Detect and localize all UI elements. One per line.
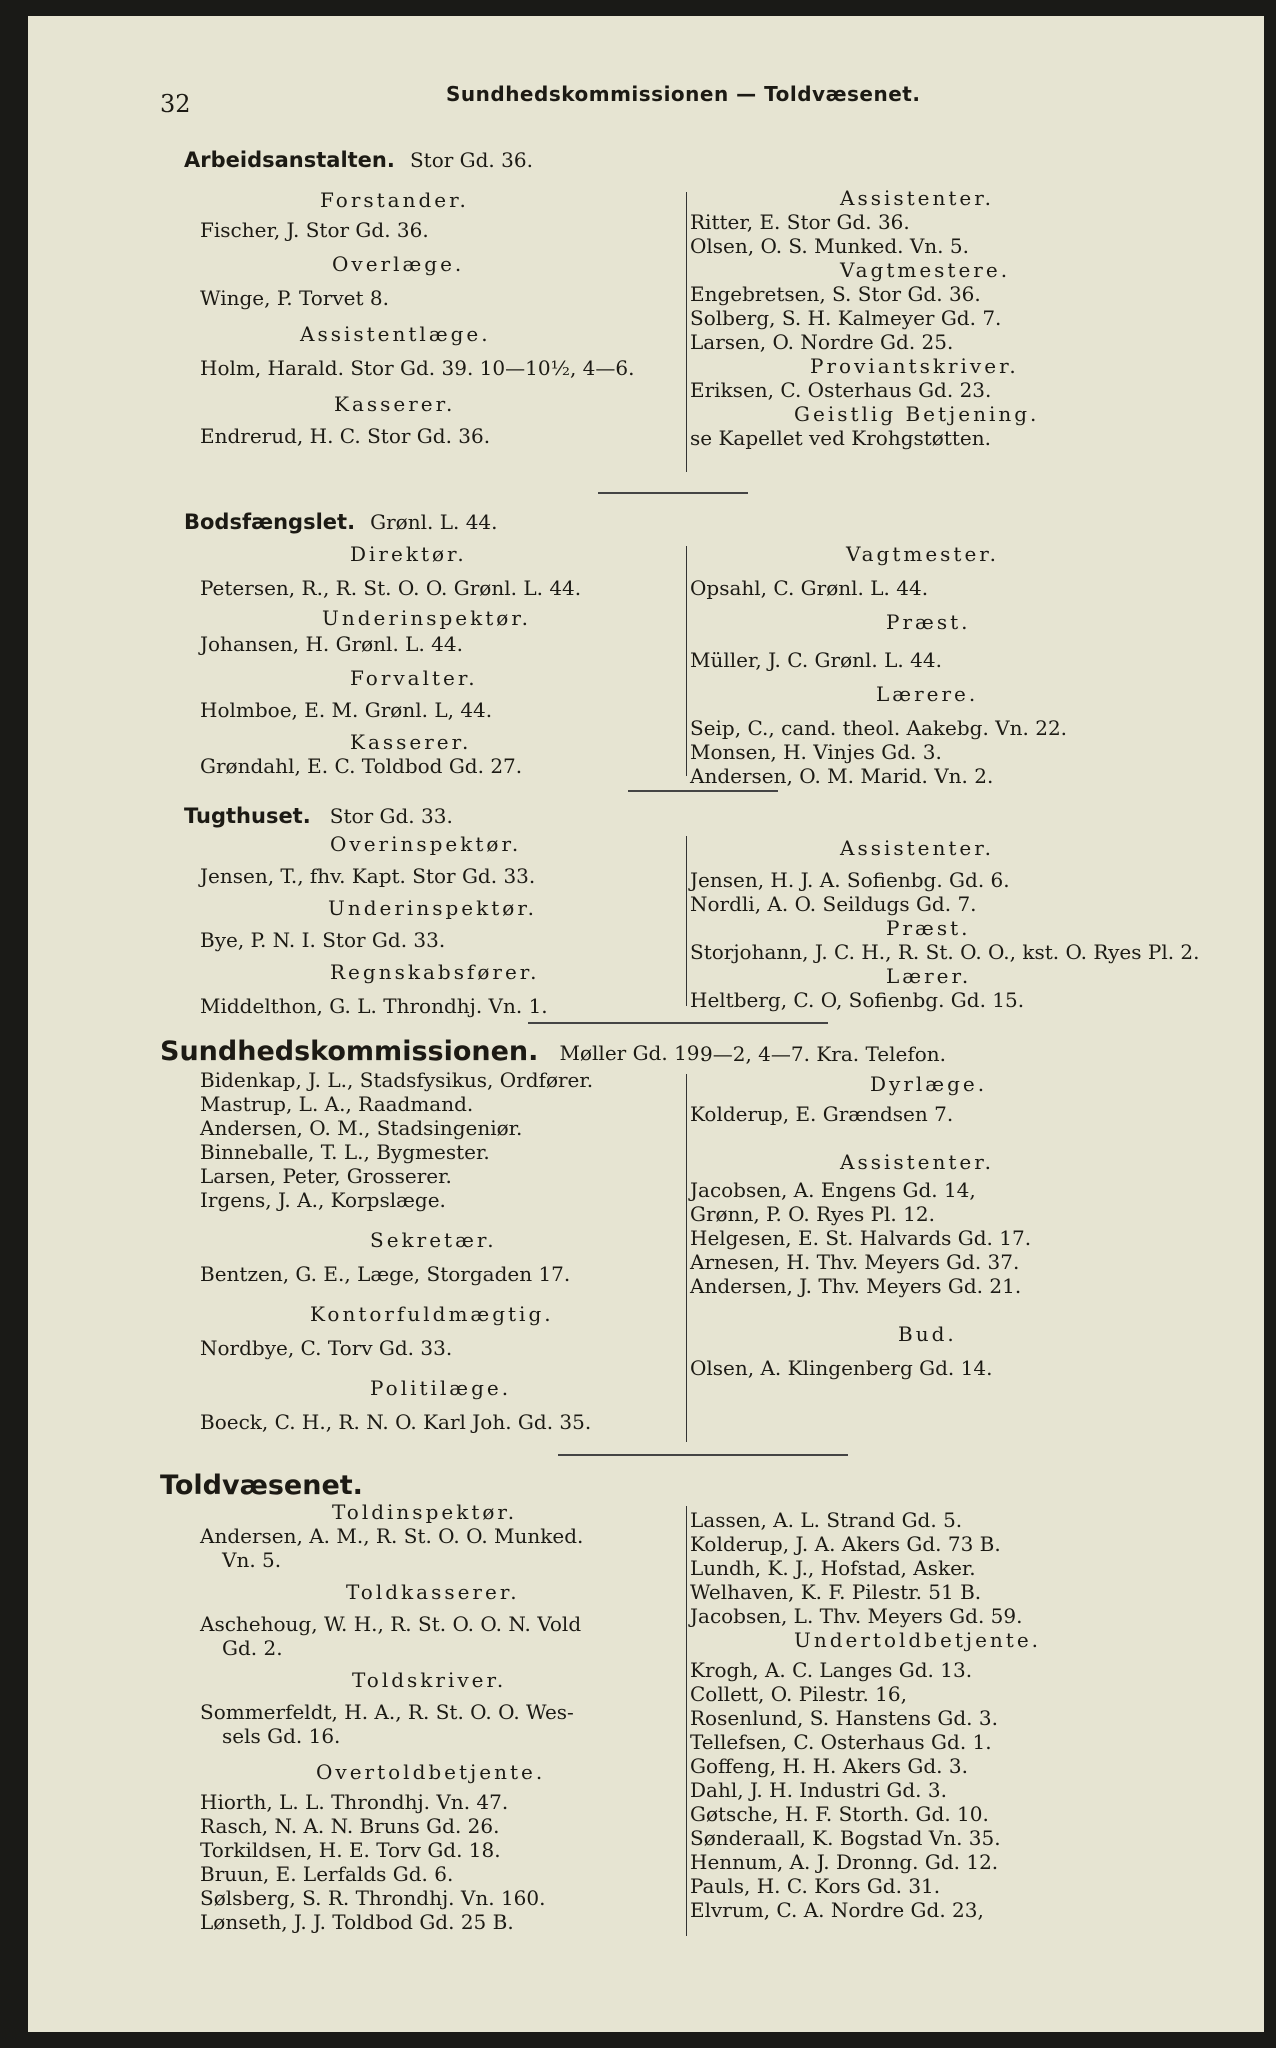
right-column [690, 1508, 1041, 1922]
entry: Seip, C., cand. theol. Aakebg. Vn. 22. [690, 716, 1068, 740]
entry: Winge, P. Torvet 8. [200, 286, 389, 310]
entry: Heltberg, C. O, Sofienbg. Gd. 15. [690, 988, 1025, 1012]
role-title: Præst. [886, 916, 971, 940]
entry: Endrerud, H. C. Stor Gd. 36. [200, 424, 491, 448]
member: Mastrup, L. A., Raadmand. [200, 1092, 474, 1116]
entry: Middelthon, G. L. Throndhj. Vn. 1. [200, 994, 548, 1018]
role-title: Lærer. [886, 964, 972, 988]
entry: Pauls, H. C. Kors Gd. 31. [690, 1874, 941, 1898]
entry: Engebretsen, S. Stor Gd. 36. [690, 282, 981, 306]
role-title: Kontorfuldmægtig. [310, 1302, 554, 1326]
entry: Torkildsen, H. E. Torv Gd. 18. [200, 1838, 501, 1862]
section-title: Arbeidsanstalten. [184, 148, 395, 172]
role-title: Assistentlæge. [300, 322, 491, 346]
entry: Sønderaall, K. Bogstad Vn. 35. [690, 1826, 1001, 1850]
entry: Aschehoug, W. H., R. St. O. O. N. Vold [200, 1612, 582, 1636]
role-title: Vagtmester. [846, 542, 1000, 566]
section-title: Toldvæsenet. [160, 1470, 363, 1501]
entry: Holm, Harald. Stor Gd. 39. 10—10½, 4—6. [200, 356, 635, 380]
entry: Solberg, S. H. Kalmeyer Gd. 7. [690, 306, 1002, 330]
entry: Kolderup, E. Grændsen 7. [690, 1102, 954, 1126]
entry: Grønn, P. O. Ryes Pl. 12. [690, 1202, 935, 1226]
entry: Olsen, A. Klingenberg Gd. 14. [690, 1356, 993, 1380]
entry: Olsen, O. S. Munked. Vn. 5. [690, 234, 969, 258]
section-address: Stor Gd. 36. [409, 148, 533, 172]
column-divider [686, 192, 687, 472]
section-title: Bodsfængslet. [184, 510, 356, 534]
entry: Bye, P. N. I. Stor Gd. 33. [200, 928, 446, 952]
entry: Andersen, A. M., R. St. O. O. Munked. [200, 1524, 584, 1548]
entry: Kolderup, J. A. Akers Gd. 73 B. [690, 1532, 1001, 1556]
entry: se Kapellet ved Krohgstøtten. [690, 426, 991, 450]
role-title: Direktør. [350, 542, 467, 566]
member: Larsen, Peter, Grosserer. [200, 1164, 452, 1188]
entry: Lundh, K. J., Hofstad, Asker. [690, 1556, 976, 1580]
role-title: Geistlig Betjening. [794, 402, 1040, 426]
role-title: Assistenter. [840, 836, 994, 860]
entry: Bruun, E. Lerfalds Gd. 6. [200, 1862, 454, 1886]
role-title: Toldkasserer. [346, 1580, 520, 1604]
entry: Müller, J. C. Grønl. L. 44. [690, 648, 942, 672]
role-title: Præst. [886, 610, 971, 634]
section-divider [598, 492, 748, 494]
role-title: Overlæge. [332, 252, 465, 276]
role-title: Kasserer. [350, 730, 472, 754]
role-title: Assistenter. [840, 1150, 994, 1174]
left-column [200, 1500, 583, 1934]
role-title: Underinspektør. [322, 606, 532, 630]
left-column [200, 832, 548, 1018]
entry: Nordli, A. O. Seildugs Gd. 7. [690, 892, 977, 916]
entry: Petersen, R., R. St. O. O. Grønl. L. 44. [200, 576, 582, 600]
entry: Andersen, J. Thv. Meyers Gd. 21. [690, 1274, 1022, 1298]
entry-continuation: sels Gd. 16. [222, 1724, 341, 1748]
entry: Tellefsen, C. Osterhaus Gd. 1. [690, 1730, 992, 1754]
member: Irgens, J. A., Korpslæge. [200, 1188, 446, 1212]
entry: Monsen, H. Vinjes Gd. 3. [690, 740, 942, 764]
entry: Andersen, O. M. Marid. Vn. 2. [690, 764, 994, 788]
role-title: Overtoldbetjente. [316, 1760, 546, 1784]
entry-continuation: Gd. 2. [222, 1636, 283, 1660]
entry: Goffeng, H. H. Akers Gd. 3. [690, 1754, 968, 1778]
role-title: Overinspektør. [330, 832, 522, 856]
role-title: Sekretær. [370, 1228, 497, 1252]
role-title: Forstander. [320, 188, 469, 212]
section-title: Tugthuset. [184, 804, 311, 828]
column-divider [686, 546, 687, 776]
entry: Jensen, H. J. A. Sofienbg. Gd. 6. [690, 868, 1010, 892]
entry: Rasch, N. A. N. Bruns Gd. 26. [200, 1814, 500, 1838]
section-title: Sundhedskommissionen. [160, 1036, 539, 1067]
left-column [200, 186, 634, 448]
entry: Storjohann, J. C. H., R. St. O. O., kst. O. Ryes Pl. 2. [690, 940, 1200, 964]
right-column [690, 832, 1200, 1012]
section-address: Møller Gd. 19. [559, 1041, 706, 1065]
section-heading [184, 510, 498, 534]
entry: Hennum, A. J. Dronng. Gd. 12. [690, 1850, 999, 1874]
entry-continuation: Vn. 5. [222, 1548, 282, 1572]
member: Andersen, O. M., Stadsingeniør. [200, 1116, 523, 1140]
entry: Fischer, J. Stor Gd. 36. [200, 218, 429, 242]
entry: Welhaven, K. F. Pilestr. 51 B. [690, 1580, 982, 1604]
role-title: Assistenter. [840, 186, 994, 210]
role-title: Vagtmestere. [840, 258, 1011, 282]
section-heading [184, 804, 453, 828]
entry: Jacobsen, L. Thv. Meyers Gd. 59. [690, 1604, 1023, 1628]
entry: Jensen, T., fhv. Kapt. Stor Gd. 33. [200, 864, 536, 888]
section-address: Stor Gd. 33. [329, 804, 453, 828]
role-title: Regnskabsfører. [330, 960, 540, 984]
right-column [690, 186, 1039, 450]
entry: Ritter, E. Stor Gd. 36. [690, 210, 910, 234]
role-title: Forvalter. [350, 666, 478, 690]
entry: Lønseth, J. J. Toldbod Gd. 25 B. [200, 1910, 514, 1934]
entry: Rosenlund, S. Hanstens Gd. 3. [690, 1706, 998, 1730]
entry: Grøndahl, E. C. Toldbod Gd. 27. [200, 754, 523, 778]
office-hours: 9—2, 4—7. Kra. Telefon. [700, 1042, 947, 1066]
entry: Collett, O. Pilestr. 16, [690, 1682, 907, 1706]
entry: Eriksen, C. Osterhaus Gd. 23. [690, 378, 992, 402]
entry: Nordbye, C. Torv Gd. 33. [200, 1336, 453, 1360]
role-title: Politilæge. [370, 1376, 512, 1400]
entry: Sølsberg, S. R. Throndhj. Vn. 160. [200, 1886, 546, 1910]
entry: Holmboe, E. M. Grønl. L, 44. [200, 698, 493, 722]
section-divider [558, 1454, 848, 1456]
entry: Opsahl, C. Grønl. L. 44. [690, 576, 929, 600]
entry: Boeck, C. H., R. N. O. Karl Joh. Gd. 35. [200, 1410, 592, 1434]
role-title: Undertoldbetjente. [794, 1628, 1042, 1652]
right-column [690, 542, 1067, 788]
role-title: Dyrlæge. [870, 1072, 988, 1096]
role-title: Underinspektør. [328, 896, 538, 920]
entry: Johansen, H. Grønl. L. 44. [200, 632, 463, 656]
role-title: Lærere. [876, 682, 979, 706]
entry: Elvrum, C. A. Nordre Gd. 23, [690, 1898, 984, 1922]
entry: Jacobsen, A. Engens Gd. 14, [690, 1178, 976, 1202]
role-title: Toldinspektør. [332, 1500, 518, 1524]
entry: Bentzen, G. E., Læge, Storgaden 17. [200, 1262, 571, 1286]
member: Bidenkap, J. L., Stadsfysikus, Ordfører. [200, 1068, 594, 1092]
left-column [200, 1068, 593, 1434]
column-divider [686, 836, 687, 1006]
running-title: Sundhedskommissionen — Toldvæsenet. [446, 82, 921, 106]
entry: Sommerfeldt, H. A., R. St. O. O. Wes- [200, 1700, 574, 1724]
left-column [200, 542, 581, 778]
column-divider [686, 1074, 687, 1442]
entry: Larsen, O. Nordre Gd. 25. [690, 330, 954, 354]
entry: Arnesen, H. Thv. Meyers Gd. 37. [690, 1250, 1020, 1274]
role-title: Bud. [898, 1322, 957, 1346]
entry: Gøtsche, H. F. Storth. Gd. 10. [690, 1802, 989, 1826]
section-divider [528, 1022, 828, 1024]
right-column [690, 1072, 1031, 1380]
column-divider [686, 1506, 687, 1936]
entry: Krogh, A. C. Langes Gd. 13. [690, 1658, 973, 1682]
role-title: Proviantskriver. [810, 354, 1019, 378]
role-title: Kasserer. [334, 392, 456, 416]
section-divider [628, 790, 778, 792]
section-heading [184, 148, 533, 172]
page [28, 16, 1264, 2032]
entry: Lassen, A. L. Strand Gd. 5. [690, 1508, 963, 1532]
entry: Helgesen, E. St. Halvards Gd. 17. [690, 1226, 1032, 1250]
section-address: Grønl. L. 44. [370, 510, 498, 534]
section-heading [160, 1036, 706, 1067]
entry: Dahl, J. H. Industri Gd. 3. [690, 1778, 947, 1802]
entry: Hiorth, L. L. Throndhj. Vn. 47. [200, 1790, 509, 1814]
page-number: 32 [160, 90, 191, 118]
member: Binneballe, T. L., Bygmester. [200, 1140, 490, 1164]
role-title: Toldskriver. [352, 1668, 507, 1692]
